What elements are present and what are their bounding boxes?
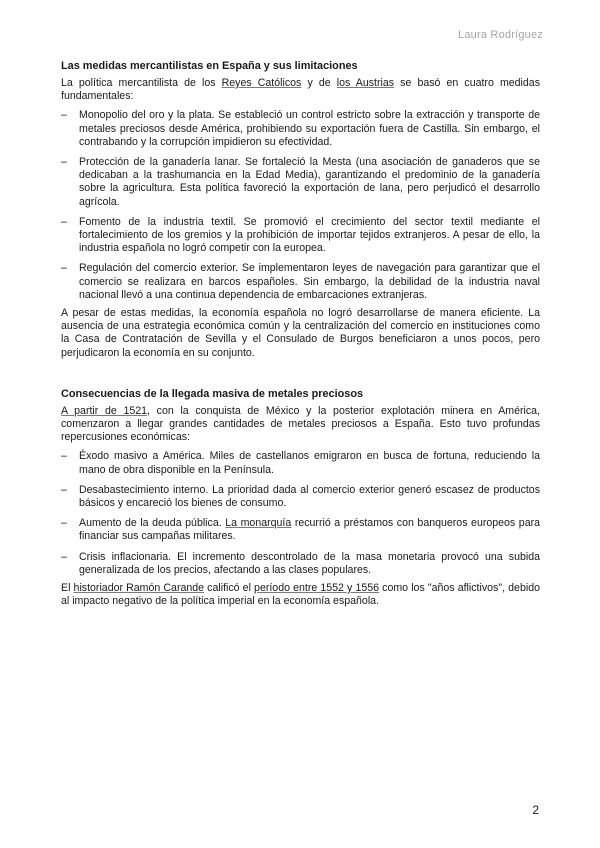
historiador-ramon-carande-link[interactable]: historiador Ramón Carande — [73, 582, 205, 595]
list-item-text: Éxodo masivo a América. Miles de castellanos emigraron en busca de fortuna, reduciendo la mano de obra disponible en la Península. — [79, 450, 540, 476]
bullet-dash: – — [61, 550, 67, 563]
intro-text-end: se basó en cuatro medidas fundamentales: — [61, 77, 540, 103]
list-item-text: Crisis inflacionaria. El incremento descontrolado de la masa monetaria provocó una subida generalizada de los precios, afectando a las clases populares. — [79, 550, 540, 576]
intro-text-mid: y de — [301, 77, 337, 89]
bullet-dash: – — [61, 215, 67, 228]
bullet-dash: – — [61, 517, 67, 530]
bullet-dash: – — [61, 450, 67, 463]
closing-text-mid: calificó el — [204, 582, 255, 595]
closing-text: El — [61, 582, 74, 595]
section-heading-precious-metals: Consecuencias de la llegada masiva de metales preciosos — [61, 387, 364, 400]
list-item-text: Fomento de la industria textil. Se promovió el crecimiento del sector textil mediante el fortalecimiento de los gremios y la prohibición de importar tejidos extranjeros. A pesar de ello, la industria española no logró competir con la europea. — [79, 215, 540, 255]
list-item — [61, 517, 540, 543]
a-partir-de-1521-link[interactable]: A partir de 1521 — [61, 404, 148, 417]
los-austrias-link[interactable]: los Austrias — [336, 77, 395, 89]
page-header-author: Laura Rodríguez — [458, 29, 543, 41]
periodo-1552-1556-link[interactable]: período entre 1552 y 1556 — [254, 582, 380, 595]
list-item — [61, 450, 540, 476]
la-monarquia-link[interactable]: La monarquía — [225, 517, 292, 530]
section1-closing-paragraph: A pesar de estas medidas, la economía española no logró desarrollarse de manera eficiente. La ausencia de una estrategia económica común y la centralización del comercio en instituciones como la Casa de Contratación de Sevilla y el Consulado de Burgos beneficiaron a unos pocos, pero perjudicaron la economía en su conjunto. — [61, 307, 540, 359]
list-item — [61, 551, 540, 577]
intro-text: La política mercantilista de los — [61, 77, 222, 89]
bullet-dash: – — [61, 109, 67, 122]
list-item-text: Aumento de la deuda pública. — [79, 517, 226, 530]
consequences-list — [61, 450, 540, 577]
list-item — [61, 109, 540, 149]
section1-intro-paragraph — [61, 77, 540, 103]
list-item — [61, 216, 540, 256]
intro-text-end: , con la conquista de México y la posterior explotación minera en América, comenzaron a llegar grandes cantidades de metales preciosos a España. Esto tuvo profundas repercusiones económicas: — [61, 404, 540, 444]
mercantilist-measures-list — [61, 109, 540, 302]
list-item-text: Regulación del comercio exterior. Se implementaron leyes de navegación para garantizar que el comercio se realizara en barcos españoles. Sin embargo, la debilidad de la industria naval nacional llevó a una continua dependencia de embarcaciones extranjeras. — [79, 262, 540, 301]
list-item-text: Monopolio del oro y la plata. Se estableció un control estricto sobre la extracción y transporte de metales preciosos desde América, prohibiendo su exportación fuera de Castilla. Sin embargo, el contrabando y la corrupción impidieron su efectividad. — [79, 109, 540, 148]
list-item — [61, 262, 540, 302]
document-body — [61, 60, 540, 609]
list-item-text: Desabastecimiento interno. La prioridad dada al comercio exterior generó escasez de productos básicos y encareció los bienes de consumo. — [79, 483, 540, 510]
bullet-dash: – — [61, 156, 67, 169]
section-heading-mercantilist-measures: Las medidas mercantilistas en España y sus limitaciones — [61, 60, 358, 72]
page-number: 2 — [532, 803, 539, 817]
bullet-dash: – — [61, 262, 67, 275]
list-item — [61, 484, 540, 510]
closing-text-end: como los "años aflictivos", debido al impacto negativo de la política imperial en la economía española. — [61, 582, 540, 608]
reyes-catolicos-link[interactable]: Reyes Católicos — [221, 77, 302, 89]
list-item — [61, 156, 540, 209]
list-item-text-end: recurrió a préstamos con banqueros europeos para financiar sus campañas militares. — [79, 517, 541, 543]
bullet-dash: – — [61, 483, 67, 496]
section2-closing-paragraph — [61, 582, 540, 608]
section2-intro-paragraph — [61, 405, 540, 445]
list-item-text: Protección de la ganadería lanar. Se fortaleció la Mesta (una asociación de ganaderos que se dedicaban a la trashumancia en la Edad Media), garantizando el predominio de la ganadería sobre la agricultura. Esta política favoreció la exportación de lana, pero perjudicó el desarrollo agrícola. — [79, 156, 540, 208]
